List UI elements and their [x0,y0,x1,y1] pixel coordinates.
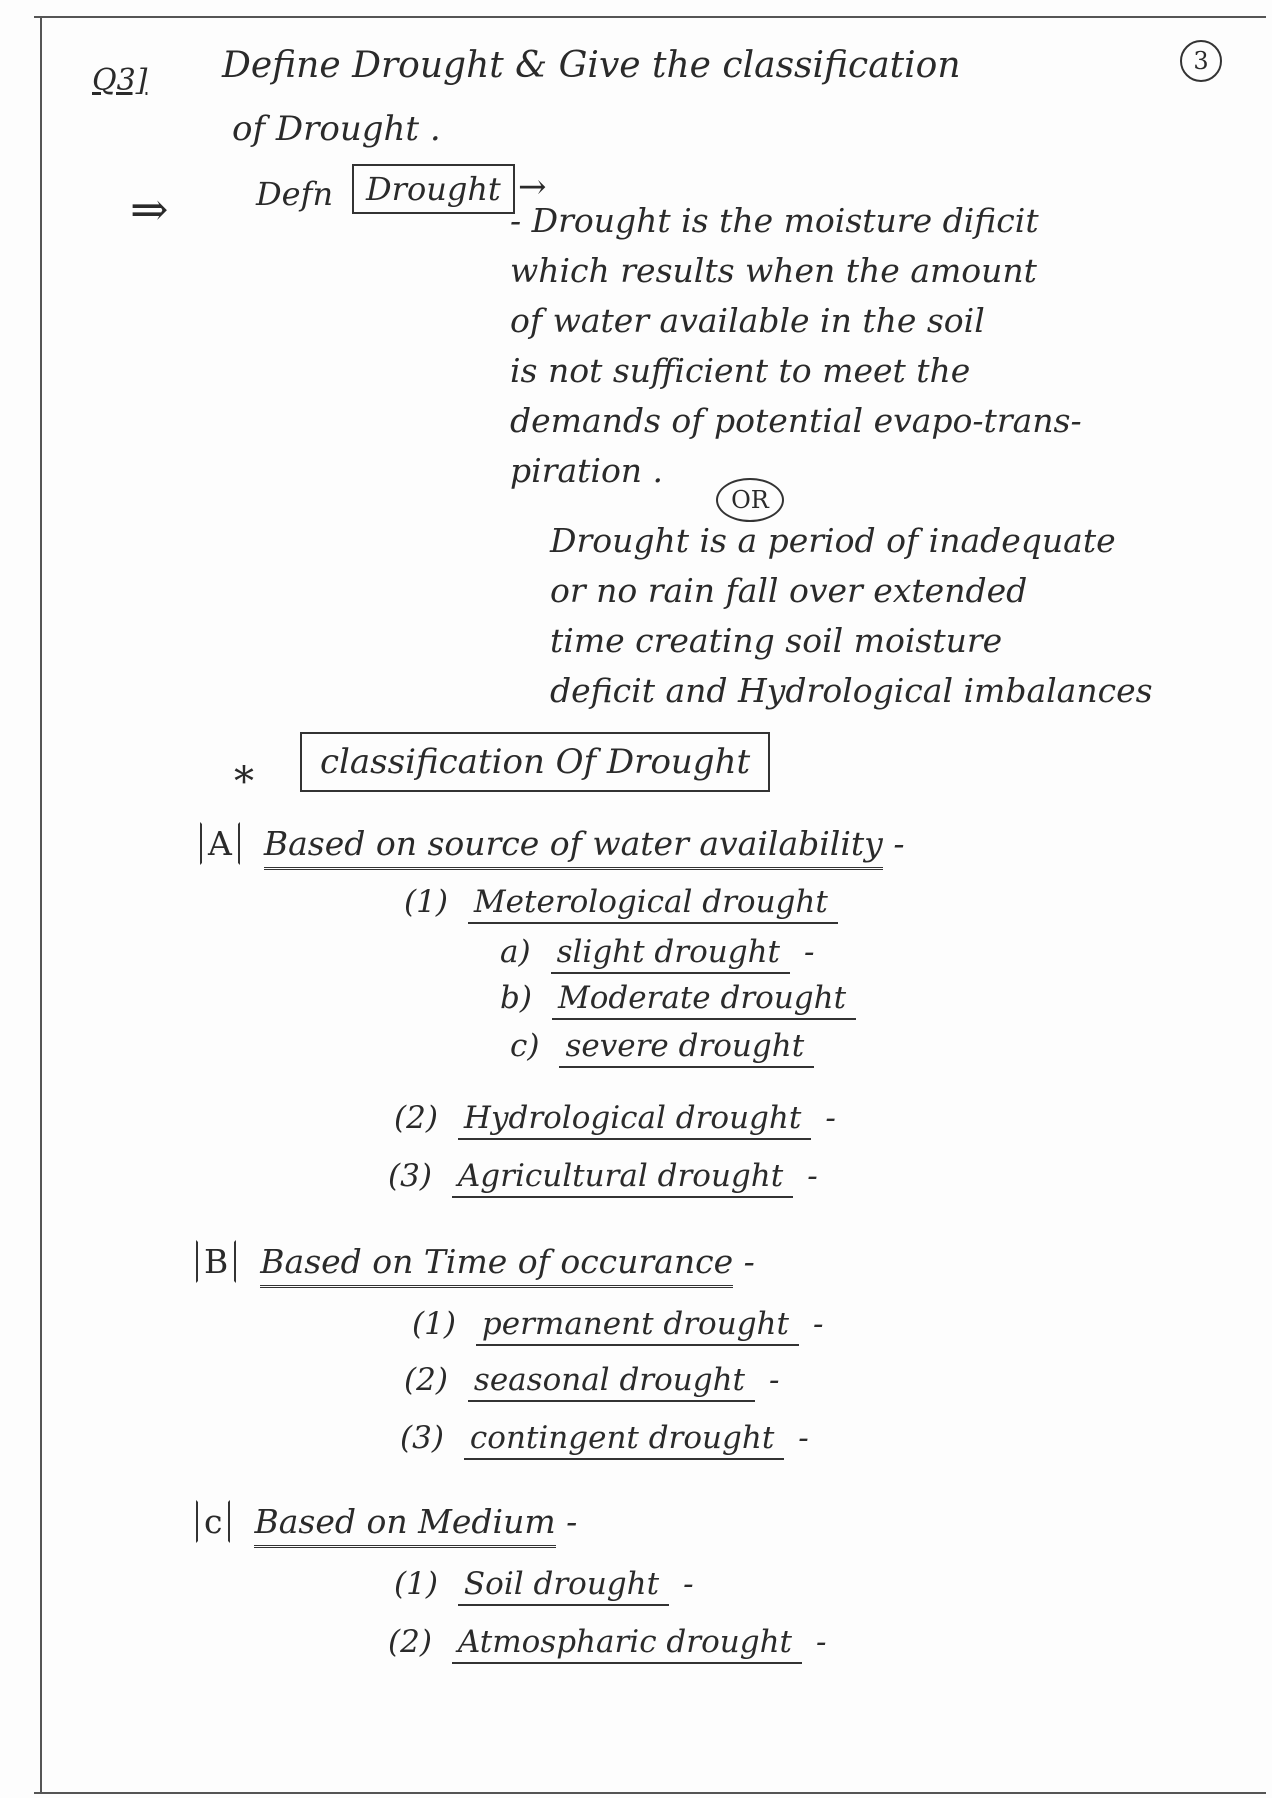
item-number: (2) [388,1624,432,1660]
item-number: (3) [388,1158,432,1194]
item-number: (2) [394,1100,438,1136]
definition-line: deficit and Hydrological imbalances [550,671,1153,710]
item-number: c) [510,1028,540,1064]
question-line-1: Define Drought & Give the classification [222,45,961,86]
page-border-bottom [34,1792,1266,1794]
list-item [510,1028,828,1064]
item-dash: - [804,934,815,970]
list-item [404,1362,780,1398]
item-dash: - [816,1624,827,1660]
item-text: slight drought [551,934,790,974]
item-dash: - [769,1362,780,1398]
item-number: (3) [400,1420,444,1456]
item-dash: - [798,1420,809,1456]
definition-paragraph-2 [550,516,1153,716]
list-item [400,1420,809,1456]
definition-line: demands of potential evapo-trans- [510,401,1082,440]
classification-title-box: classification Of Drought [300,732,770,792]
item-text: permanent drought [476,1306,799,1346]
item-dash: - [807,1158,818,1194]
section-dash: - [743,1242,755,1281]
definition-line: is not sufficient to meet the [510,351,971,390]
definition-line: piration . [510,451,664,490]
definition-line: which results when the amount [510,251,1037,290]
section-letter: A [200,822,240,865]
section-letter: c [196,1500,230,1543]
item-text: Moderate drought [552,980,856,1020]
section-title: Based on Time of occurance [260,1242,733,1288]
section-dash: - [566,1502,578,1541]
definition-line: of water available in the soil [510,301,985,340]
item-text: Agricultural drought [452,1158,793,1198]
list-item [500,934,814,970]
item-dash: - [825,1100,836,1136]
list-item [394,1566,694,1602]
definition-term-box: Drought [352,164,515,214]
section-c-heading [196,1500,577,1543]
implies-arrow-icon: ⇒ [130,182,169,236]
section-a-heading [200,822,904,865]
item-text: Atmospharic drought [452,1624,802,1664]
section-b-heading [196,1240,755,1283]
item-number: (2) [404,1362,448,1398]
or-circle: OR [716,478,784,522]
definition-line: or no rain fall over extended [550,571,1028,610]
item-number: b) [500,980,532,1016]
section-title: Based on source of water availability [264,824,883,870]
page-border-left [40,16,42,1794]
question-label: Q3] [92,63,148,98]
section-letter: B [196,1240,236,1283]
item-text: Hydrological drought [458,1100,811,1140]
item-text: contingent drought [464,1420,784,1460]
definition-line: - Drought is the moisture dificit [510,201,1039,240]
page-number-circle: 3 [1180,40,1222,82]
definition-label: Defn [256,175,334,213]
asterisk-icon: * [234,759,254,805]
list-item [394,1100,836,1136]
item-number: (1) [412,1306,456,1342]
item-text: seasonal drought [468,1362,755,1402]
item-dash: - [812,1306,824,1342]
item-number: (1) [394,1566,438,1602]
question-line-2: of Drought . [232,109,441,149]
list-item [388,1624,826,1660]
item-text: severe drought [559,1028,814,1068]
definition-line: Drought is a period of inadequate [550,521,1116,560]
section-title: Based on Medium [254,1502,555,1548]
list-item [500,980,870,1016]
item-number: a) [500,934,531,970]
section-dash: - [893,824,905,863]
list-item [388,1158,818,1194]
right-arrow-icon: → [518,167,547,207]
item-text: Soil drought [458,1566,669,1606]
list-item [412,1306,823,1342]
item-number: (1) [404,884,448,920]
definition-paragraph-1 [510,196,1082,496]
list-item [404,884,852,920]
page-border-top [34,16,1266,18]
definition-line: time creating soil moisture [550,621,1003,660]
item-dash: - [683,1566,694,1602]
item-text: Meterological drought [468,884,838,924]
